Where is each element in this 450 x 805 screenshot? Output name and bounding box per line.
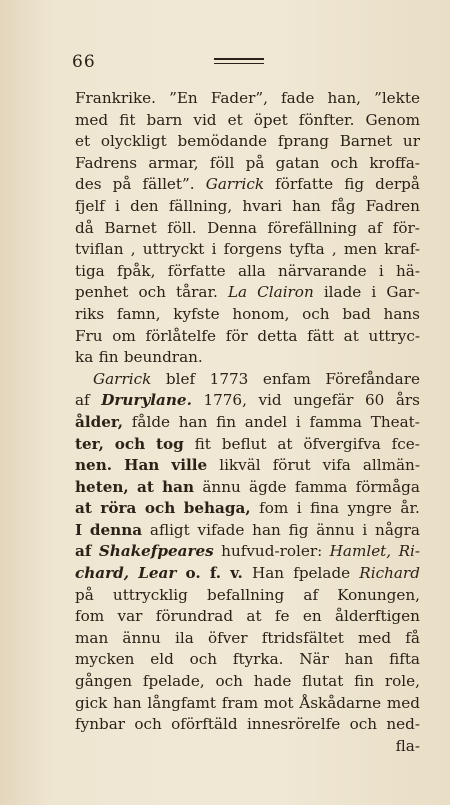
word: beundran. xyxy=(123,348,203,367)
word: vid xyxy=(193,110,217,129)
word: kroffa- xyxy=(369,153,420,172)
word: La xyxy=(227,283,248,302)
text-line xyxy=(75,693,420,715)
word: detta xyxy=(257,326,298,345)
word: bemödande xyxy=(177,132,268,151)
word: förefällning xyxy=(267,218,357,237)
text-line xyxy=(75,174,420,196)
word: behaga, xyxy=(183,499,251,518)
word: på xyxy=(112,175,132,194)
word: fom xyxy=(75,607,105,626)
word: han xyxy=(178,412,208,431)
word: , xyxy=(331,240,337,259)
word: ägde xyxy=(249,477,287,496)
word: i xyxy=(115,196,120,215)
word: vid xyxy=(258,391,282,410)
word: af xyxy=(367,218,383,237)
word: Garrick xyxy=(205,175,265,194)
word: hvari xyxy=(242,196,282,215)
word: med xyxy=(357,628,392,647)
word: gången xyxy=(75,672,133,691)
word: för- xyxy=(392,218,420,237)
word: förut xyxy=(272,456,311,475)
word: 60 xyxy=(364,391,385,410)
word: men xyxy=(343,240,378,259)
word: Garrick xyxy=(93,369,152,388)
word: olyckligt xyxy=(100,132,167,151)
word: at xyxy=(343,326,359,345)
word: författe xyxy=(167,261,226,280)
word: fina xyxy=(310,499,340,518)
word: öfver xyxy=(207,628,248,647)
word: på xyxy=(245,153,265,172)
word: ur xyxy=(402,132,420,151)
text-line xyxy=(75,369,420,391)
word: at xyxy=(75,499,92,518)
word: Gar- xyxy=(386,283,420,302)
word: i xyxy=(295,412,301,431)
word: Lear xyxy=(138,564,177,583)
word: fade xyxy=(281,89,315,107)
body-text xyxy=(75,88,420,757)
word: nen. xyxy=(75,456,113,475)
word: han xyxy=(292,196,321,215)
word: man xyxy=(75,628,109,647)
word: 1776, xyxy=(203,391,247,410)
word: Ri- xyxy=(398,542,420,561)
word: fig xyxy=(288,520,309,539)
word: fit xyxy=(194,434,211,453)
word: föll. xyxy=(167,218,197,237)
word: en xyxy=(302,607,322,626)
word: och xyxy=(138,283,166,302)
word: ålderftigen xyxy=(334,607,420,626)
word: mycken xyxy=(75,650,135,669)
word: et xyxy=(227,110,243,129)
word: Fru xyxy=(75,326,103,345)
word: at xyxy=(277,434,293,453)
word: uttryc- xyxy=(368,326,420,345)
word: yngre xyxy=(347,499,392,518)
word: forgens xyxy=(223,240,282,259)
text-line xyxy=(75,736,420,758)
word: penhet xyxy=(75,283,129,302)
word: ila xyxy=(175,628,194,647)
word: tiga xyxy=(75,261,105,280)
word: och xyxy=(134,715,162,734)
word: hans xyxy=(383,304,420,323)
word: hufvud-roler: xyxy=(221,542,323,561)
word: andel xyxy=(244,412,288,431)
text-line xyxy=(75,131,420,153)
word: barn xyxy=(146,110,183,129)
word: fåg xyxy=(331,196,356,215)
word: flutat xyxy=(302,672,344,691)
page-number: 66 xyxy=(72,52,96,72)
word: Denna xyxy=(207,218,257,237)
word: alla xyxy=(237,261,266,280)
word: var xyxy=(117,607,143,626)
word: riks xyxy=(75,304,105,323)
word: fin xyxy=(98,348,119,367)
word: fig xyxy=(344,175,365,194)
word: famma xyxy=(294,477,348,496)
text-line xyxy=(75,455,420,477)
word: fifta xyxy=(389,650,420,669)
word: fpelade, xyxy=(142,672,205,691)
text-line xyxy=(75,390,420,412)
text-line xyxy=(75,671,420,693)
text-line xyxy=(75,477,420,499)
word: allmän- xyxy=(362,456,420,475)
word: med xyxy=(386,693,420,712)
word: fynbar xyxy=(75,715,126,734)
word: fla- xyxy=(395,736,420,755)
word: han xyxy=(113,693,142,712)
word: Shakefpeares xyxy=(98,542,214,561)
word: förundrad xyxy=(155,607,234,626)
word: några xyxy=(375,520,420,539)
word: Frankrike. xyxy=(75,89,156,107)
word: ålder, xyxy=(75,412,124,431)
word: uttrycklig xyxy=(112,585,188,604)
word: af xyxy=(75,391,90,410)
word: i xyxy=(362,520,368,539)
word: fätt xyxy=(307,326,334,345)
word: fpelade xyxy=(293,564,351,583)
text-line xyxy=(75,563,420,585)
word: afligt xyxy=(149,520,190,539)
word: kraf- xyxy=(384,240,420,259)
word: år. xyxy=(400,499,420,518)
word: få xyxy=(405,628,420,647)
word: fram xyxy=(221,693,259,712)
word: fönfter. xyxy=(298,110,355,129)
word: Barnet xyxy=(339,132,393,151)
word: des xyxy=(75,175,102,194)
word: Åskådarne xyxy=(299,693,382,712)
text-line xyxy=(75,218,420,240)
word: års xyxy=(395,391,420,410)
word: Fadren xyxy=(365,196,420,215)
word: med xyxy=(75,110,109,129)
text-line xyxy=(75,196,420,218)
text-line xyxy=(75,153,420,175)
word: af xyxy=(303,585,319,604)
word: fjelf xyxy=(75,196,105,215)
text-line xyxy=(75,606,420,628)
word: beflut xyxy=(221,434,267,453)
word: i xyxy=(296,499,302,518)
word: i xyxy=(371,283,377,302)
word: öpet xyxy=(253,110,288,129)
word: då xyxy=(75,218,94,237)
word: ftyrka. xyxy=(232,650,284,669)
word: fprang xyxy=(277,132,329,151)
word: Han xyxy=(124,456,160,475)
word: enfam xyxy=(262,369,311,388)
word: af xyxy=(75,542,92,561)
word: blef xyxy=(165,369,196,388)
word: långfamt xyxy=(147,693,217,712)
word: hä- xyxy=(396,261,420,280)
word: om xyxy=(112,326,136,345)
word: honom, xyxy=(232,304,290,323)
word: tog xyxy=(156,434,184,453)
text-line xyxy=(75,434,420,456)
word: famma xyxy=(309,412,362,431)
word: i xyxy=(211,240,217,259)
word: fpåk, xyxy=(117,261,156,280)
text-line xyxy=(75,326,420,348)
word: fce- xyxy=(391,434,420,453)
word: han xyxy=(344,650,374,669)
header-rule xyxy=(214,58,264,64)
word: ville xyxy=(171,456,208,475)
text-line xyxy=(75,585,420,607)
word: at xyxy=(137,477,154,496)
word: likväl xyxy=(219,456,261,475)
word: et xyxy=(75,132,91,151)
word: fällning, xyxy=(168,196,233,215)
word: röra xyxy=(100,499,137,518)
word: Han xyxy=(251,564,285,583)
word: denna xyxy=(89,520,143,539)
word: Genom xyxy=(365,110,420,129)
word: ännu xyxy=(122,628,161,647)
word: för xyxy=(225,326,248,345)
word: på xyxy=(75,585,94,604)
text-line xyxy=(75,239,420,261)
text-line xyxy=(75,714,420,736)
word: föll xyxy=(209,153,235,172)
word: innesrörelfe xyxy=(246,715,341,734)
word: role, xyxy=(384,672,420,691)
text-line xyxy=(75,649,420,671)
word: tviflan xyxy=(75,240,124,259)
word: och xyxy=(349,715,378,734)
word: Konungen, xyxy=(337,585,420,604)
word: oförftäld xyxy=(171,715,238,734)
text-line xyxy=(75,498,420,520)
word: förlåtelfe xyxy=(145,326,217,345)
word: gatan xyxy=(275,153,320,172)
text-line xyxy=(75,347,420,369)
word: ka xyxy=(75,348,94,367)
word: förmåga xyxy=(355,477,420,496)
word: heten, xyxy=(75,477,129,496)
word: befallning xyxy=(207,585,285,604)
word: fe xyxy=(274,607,290,626)
word: och xyxy=(302,304,330,323)
word: derpå xyxy=(375,175,420,194)
text-line xyxy=(75,520,420,542)
word: kyfste xyxy=(173,304,220,323)
word: ter, xyxy=(75,434,104,453)
word: mot xyxy=(263,693,294,712)
word: ned- xyxy=(386,715,420,734)
word: Theat- xyxy=(370,412,420,431)
word: ännu xyxy=(316,520,355,539)
word: ”lekte xyxy=(374,89,420,107)
word: armar, xyxy=(148,153,199,172)
word: fin xyxy=(216,412,237,431)
word: f. xyxy=(209,564,222,583)
word: han xyxy=(252,520,281,539)
word: Drurylane. xyxy=(101,391,192,410)
word: Förefåndare xyxy=(325,369,420,388)
word: Clairon xyxy=(257,283,314,302)
word: ännu xyxy=(202,477,241,496)
word: Richard xyxy=(359,564,420,583)
word: at xyxy=(246,607,262,626)
text-line xyxy=(75,282,420,304)
word: hade xyxy=(253,672,292,691)
word: den xyxy=(130,196,159,215)
word: bad xyxy=(342,304,371,323)
word: o. xyxy=(185,564,201,583)
word: fom xyxy=(259,499,289,518)
text-line xyxy=(75,110,420,132)
word: fit xyxy=(119,110,136,129)
word: han, xyxy=(327,89,361,107)
word: han xyxy=(162,477,195,496)
word: uttryckt xyxy=(142,240,205,259)
word: När xyxy=(299,650,329,669)
word: Fader”, xyxy=(210,89,268,107)
word: fålde xyxy=(131,412,171,431)
word: ”En xyxy=(169,89,198,107)
word: 1773 xyxy=(209,369,249,388)
word: I xyxy=(75,520,83,539)
word: fin xyxy=(354,672,375,691)
text-line xyxy=(75,261,420,283)
word: v. xyxy=(230,564,243,583)
word: tårar. xyxy=(175,283,218,302)
word: famn, xyxy=(116,304,161,323)
word: tyfta xyxy=(289,240,325,259)
word: chard, xyxy=(75,564,130,583)
word: och xyxy=(330,153,359,172)
word: Hamlet, xyxy=(329,542,392,561)
word: Barnet xyxy=(104,218,157,237)
word: och xyxy=(114,434,146,453)
word: vifade xyxy=(197,520,245,539)
word: i xyxy=(378,261,384,280)
word: och xyxy=(189,650,218,669)
word: gick xyxy=(75,693,108,712)
word: och xyxy=(144,499,176,518)
word: ilade xyxy=(323,283,362,302)
word: fället”. xyxy=(142,175,195,194)
word: Fadrens xyxy=(75,153,138,172)
word: eld xyxy=(150,650,174,669)
word: vifa xyxy=(322,456,351,475)
word: ungefär xyxy=(293,391,354,410)
word: närvarande xyxy=(278,261,367,280)
text-line xyxy=(75,88,420,110)
word: ftridsfältet xyxy=(261,628,344,647)
text-line xyxy=(75,304,420,326)
word: , xyxy=(130,240,136,259)
word: författe xyxy=(275,175,334,194)
text-line xyxy=(75,628,420,650)
word: öfvergifva xyxy=(303,434,381,453)
word: och xyxy=(215,672,243,691)
text-line xyxy=(75,541,420,563)
text-line xyxy=(75,412,420,434)
